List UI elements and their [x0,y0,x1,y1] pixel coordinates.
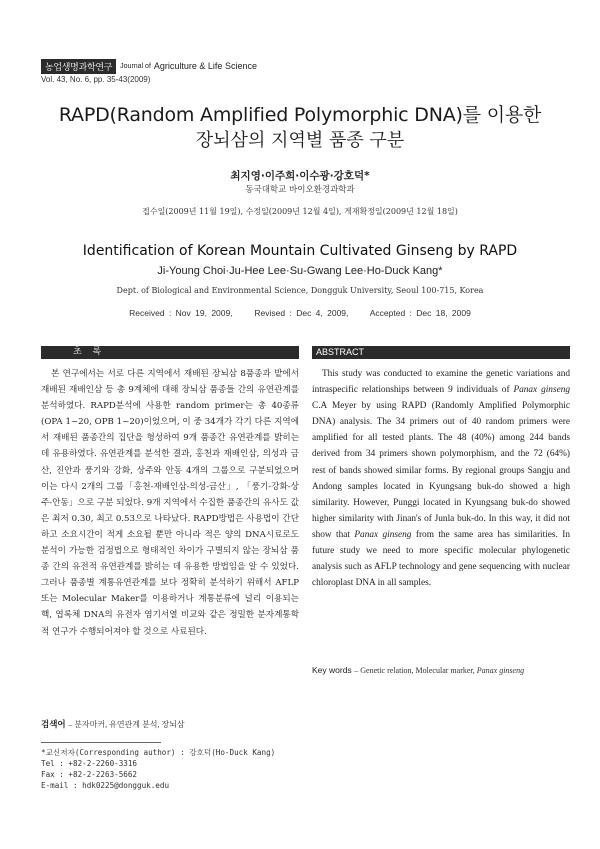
keywords-ko-label: 검색어 [41,720,66,730]
received-date: Received : Nov 19, 2009, [129,308,233,318]
keywords-en-italic: Panax ginseng [476,666,525,675]
revised-date: Revised : Dec 4, 2009, [254,308,349,318]
keywords-en-label: Key words [312,665,352,675]
authors-ko: 최지영·이주희·이수광·강호덕* [230,170,370,182]
abstract-en-text: This study was conducted to examine the genetic variations and intraspecific relationships between 9 individuals of Panax ginseng C.A Meyer by using RAPD (Randomly Amplified Polymorphic DNA) analysis. The 34 primers out of 40 random primers were amplified for all tested plants. The 48 (40%) among 244 bands derived from 34 primers shown polymorphism, and the 72 (64%) rest of bands showed similar forms. By regional groups Sangju and Andong samples located in Kyungsang buk-do showed a high similarity. However, Punggi located in Kyungsang buk-do showed higher similarity with Jinan's of Junla buk-do. In this way, it did not show that Panax ginseng from the same area has similarities. In future study we need to more specific molecular phylogenetic analysis such as AFLP technology and gene sequencing with nuclear chloroplast DNA in all samples. [312,369,571,589]
footnote-tel: Tel : +82-2-2260-3316 [41,759,138,768]
title-en: Identification of Korean Mountain Cultivated Ginseng by RAPD [82,243,518,259]
dates-en [30,308,570,318]
journal-badge: 농업생명과학연구 [41,59,116,74]
footnote [41,747,275,791]
abstract-ko-heading: 초 록 [41,346,299,359]
abstract-ko-text: 본 연구에서는 서로 다른 지역에서 재배된 장뇌삼 8품종과 밭에서 재배된 재배인삼 등 총 9계체에 대해 장뇌삼 품종들 간의 유연관계를 분석하였다. RAPD분석에 사용한 random primer는 총 40종류(OPA 1~20, OPB 1~20)이었으며, 이 중 34개가 각기 다른 지역에서 재배된 품종간의 집단을 형성하여 9개 품종간 유연관계를 밝히는데 유용하였다. 유연관계를 분석한 결과, 홍천과 재배인삼, 의성과 금산, 진안과 풍기와 강화, 상주와 안동 4개의 그룹으로 구분되었으며 이는 다시 2개의 그룹「홍천-재배인삼-의성-금산」, 「풍기-강화-상주-안동」으로 구분 되었다. 9개 지역에서 수집한 품종간의 유사도 값은 최저 0.30, 최고 0.53으로 나타났다. RAPD방법은 사용법이 간단하고 소요시간이 적게 소요될 뿐만 아니라 적은 양의 DNA시료로도 분석이 가능한 검정법으로 형태적인 차이가 구별되지 않는 장뇌삼 품종 간의 유전적 유연관계를 밝히는 데 유용한 방법임을 알 수 있었다. 그러나 품종별 계통유연관계를 보다 정확히 분석하기 위해서 AFLP 또는 Molecular Maker를 이용하거나 계통분류에 널리 이용되는 핵, 엽록체 DNA의 유전자 염기서열 비교와 같은 정밀한 분자계통학적 연구가 수행되어져야 할 것으로 사료된다. [41,369,299,637]
keywords-ko: 검색어 – 분자마커, 유연관계 분석, 장뇌삼 [41,720,185,730]
volume-info: Vol. 43, No. 6, pp. 35-43(2009) [41,75,151,84]
journal-header [41,58,561,74]
footnote-author: *교신저자(Corresponding author) : 강호덕(Ho-Duck Kang) [41,748,276,757]
affiliation-en: Dept. of Biological and Environmental Science, Dongguk University, Seoul 100-715, Korea [116,286,484,295]
accepted-date: Accepted : Dec 18, 2009 [369,308,471,318]
footnote-fax: Fax : +82-2-2263-5662 [41,770,138,779]
keywords-ko-value: 분자마커, 유연관계 분석, 장뇌삼 [74,720,185,729]
journal-name: Agriculture & Life Science [153,61,257,71]
dates-ko: 접수일(2009년 11월 19일), 수정일(2009년 12월 4일), 게재확정일(2009년 12월 18일) [142,207,458,216]
title-ko-line1: RAPD(Random Amplified Polymorphic DNA)를 이용한 [58,104,542,126]
journal-of: Journal of [120,62,151,70]
footnote-email: E-mail : hdk0225@dongguk.edu [41,781,170,790]
abstract-en-body [312,366,570,591]
keywords-en: Key words – Genetic relation, Molecular marker, Panax ginseng [312,665,525,675]
abstract-ko-body [41,366,299,640]
keywords-en-value: Genetic relation, Molecular marker, [360,666,477,675]
footnote-rule [41,742,161,743]
authors-en: Ji-Young Choi·Ju-Hee Lee·Su-Gwang Lee·Ho-Duck Kang* [157,265,443,277]
title-ko-line2: 장뇌삼의 지역별 품종 구분 [195,130,405,151]
abstract-en-heading: ABSTRACT [312,346,570,359]
affiliation-ko: 동국대학교 바이오환경과학과 [245,185,355,195]
